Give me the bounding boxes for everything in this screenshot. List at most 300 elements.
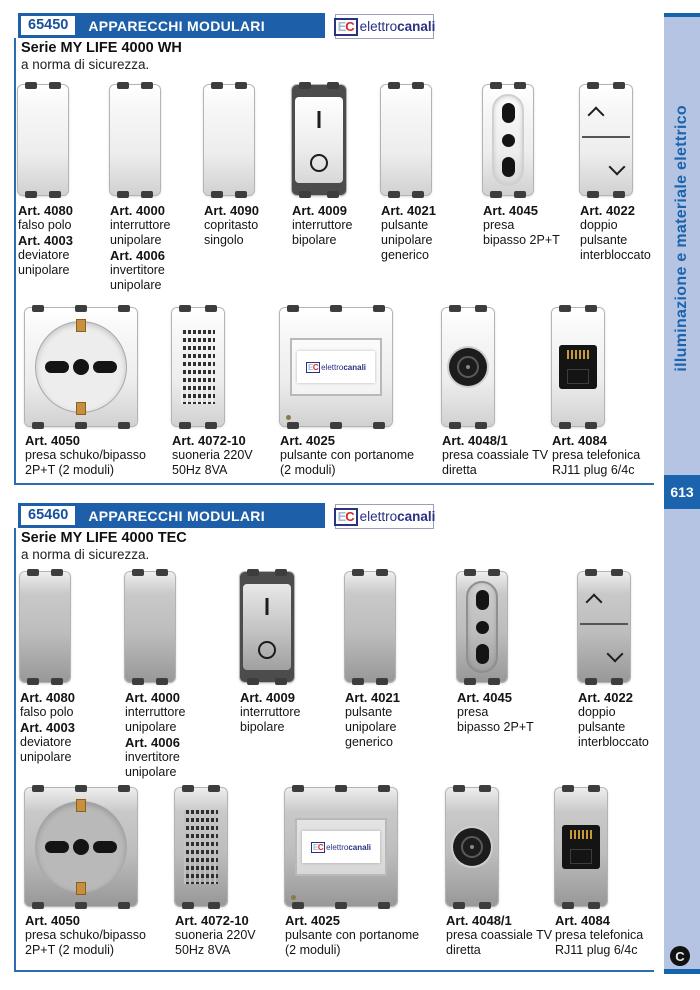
rj11-pin xyxy=(586,830,588,839)
mounting-clips xyxy=(464,678,500,685)
product-label-line: Art. 4084 xyxy=(555,913,610,928)
rj11-pin xyxy=(590,830,592,839)
mounting-clips xyxy=(179,305,217,312)
product-label xyxy=(25,913,175,958)
product-label-line: Art. 4084 xyxy=(552,433,607,448)
clip-icon xyxy=(587,82,599,89)
product-label-line: Art. 4080 xyxy=(20,690,75,705)
socket-hole-icon xyxy=(45,841,69,853)
clip-icon xyxy=(453,785,465,792)
product-label-line: pulsante xyxy=(381,218,429,232)
mounting-clips xyxy=(490,82,526,89)
product-label-line: Art. 4090 xyxy=(204,203,259,218)
product-label-line: deviatore xyxy=(20,735,72,749)
clip-icon xyxy=(488,569,500,576)
product-label-line: Art. 4048/1 xyxy=(442,433,508,448)
product-label-line: Art. 4022 xyxy=(580,203,635,218)
sidebar-bottom-rule xyxy=(664,969,700,974)
clip-icon xyxy=(179,305,191,312)
product-label-line: bipolare xyxy=(292,233,337,247)
clip-icon xyxy=(412,82,424,89)
clip-icon xyxy=(299,82,311,89)
vent-grid-icon xyxy=(184,810,218,884)
mounting-clips xyxy=(352,678,388,685)
product-label-line: unipolare xyxy=(18,263,70,277)
clip-icon xyxy=(117,82,129,89)
rj11-pin xyxy=(567,350,569,359)
product-label-line: 50Hz 8VA xyxy=(175,943,231,957)
clip-icon xyxy=(449,305,461,312)
product-image-4048-1 xyxy=(446,788,498,906)
product-label-line: deviatore xyxy=(18,248,70,262)
mounting-clips xyxy=(559,422,597,429)
nameplate-label xyxy=(302,831,380,863)
logo-text-canali: canali xyxy=(348,842,372,852)
product-image-4080 xyxy=(20,572,70,682)
clip-icon xyxy=(118,422,130,429)
product-label-line: invertitore xyxy=(110,263,165,277)
mounting-clips xyxy=(27,678,63,685)
product-label-line: interruttore xyxy=(292,218,353,232)
product-label-line: Art. 4045 xyxy=(483,203,538,218)
tv-coax-pin xyxy=(470,845,474,849)
clip-icon xyxy=(25,191,37,198)
tv-coax-icon xyxy=(449,348,487,386)
product-label-line: (2 moduli) xyxy=(280,463,336,477)
product-label-line: unipolare xyxy=(110,278,162,292)
clip-icon xyxy=(287,305,299,312)
mounting-clips xyxy=(585,569,623,576)
product-label-line: RJ11 plug 6/4c xyxy=(552,463,635,477)
section-code: 65460 xyxy=(21,506,75,525)
product-label-line: pulsante xyxy=(345,705,393,719)
socket-hole-icon xyxy=(476,644,489,664)
product-label-line: doppio xyxy=(580,218,618,232)
clip-icon xyxy=(453,902,465,909)
chevron-up-icon xyxy=(588,107,605,124)
product-label-line: Art. 4045 xyxy=(457,690,512,705)
clip-icon xyxy=(275,678,287,685)
rocker-button xyxy=(243,584,291,670)
clip-icon xyxy=(32,785,44,792)
product-image-4045 xyxy=(457,572,507,682)
mounting-clips xyxy=(464,569,500,576)
product-image-4021 xyxy=(345,572,395,682)
clip-icon xyxy=(587,191,599,198)
clip-icon xyxy=(49,82,61,89)
clip-icon xyxy=(559,305,571,312)
nameplate-window xyxy=(295,818,387,876)
clip-icon xyxy=(132,678,144,685)
product-label-line: presa schuko/bipasso xyxy=(25,928,146,942)
logo-text-canali: canali xyxy=(343,362,367,372)
mounting-clips xyxy=(211,191,247,198)
clip-icon xyxy=(588,902,600,909)
logo-text-elettro: elettro xyxy=(321,362,344,372)
rj11-pin xyxy=(583,350,585,359)
mounting-clips xyxy=(292,902,390,909)
product-label-line: unipolare xyxy=(20,750,72,764)
clip-icon xyxy=(118,902,130,909)
socket-hole-icon xyxy=(502,157,515,177)
clip-icon xyxy=(211,191,223,198)
product-image-4080 xyxy=(18,85,68,195)
mounting-clips xyxy=(25,82,61,89)
product-label-line: interruttore xyxy=(125,705,186,719)
mounting-clips xyxy=(449,305,487,312)
mounting-clips xyxy=(32,422,130,429)
product-label-line: pulsante xyxy=(578,720,626,734)
clip-icon xyxy=(327,82,339,89)
product-label-line: pulsante xyxy=(580,233,628,247)
product-label-line: RJ11 plug 6/4c xyxy=(555,943,638,957)
socket-hole-icon xyxy=(73,839,89,855)
product-label-line: diretta xyxy=(446,943,481,957)
earth-clip-icon xyxy=(76,319,86,332)
tv-coax-icon xyxy=(453,828,491,866)
clip-icon xyxy=(205,305,217,312)
product-image-4009 xyxy=(292,85,346,195)
clip-icon xyxy=(613,82,625,89)
socket-face xyxy=(466,581,498,673)
clip-icon xyxy=(25,82,37,89)
vent-grid-icon xyxy=(181,330,215,404)
logo-letter-c: C xyxy=(345,508,354,524)
product-image-4022 xyxy=(578,572,630,682)
rj11-slot xyxy=(570,849,592,864)
rocker-button xyxy=(295,97,343,183)
chevron-down-icon xyxy=(608,159,625,176)
mounting-clips xyxy=(352,569,388,576)
rj11-pin xyxy=(575,350,577,359)
elettrocanali-logo xyxy=(306,362,366,373)
rj11-pin xyxy=(570,830,572,839)
product-label-line: (2 moduli) xyxy=(285,943,341,957)
power-off-icon xyxy=(258,641,276,659)
product-image-4022 xyxy=(580,85,632,195)
schuko-socket-face xyxy=(36,322,126,412)
clip-icon xyxy=(141,82,153,89)
product-label-line: Art. 4003 xyxy=(18,233,73,248)
clip-icon xyxy=(373,422,385,429)
clip-icon xyxy=(559,422,571,429)
product-image-4050 xyxy=(25,788,137,906)
mounting-clips xyxy=(388,191,424,198)
product-label-line: generico xyxy=(345,735,393,749)
socket-hole-icon xyxy=(476,590,489,610)
mounting-clips xyxy=(32,902,130,909)
mounting-clips xyxy=(287,422,385,429)
ec-emblem-icon xyxy=(334,508,358,526)
clip-icon xyxy=(51,569,63,576)
section-title: APPARECCHI MODULARI xyxy=(88,17,265,34)
product-label-line: unipolare xyxy=(381,233,433,247)
product-label-line: falso polo xyxy=(18,218,72,232)
product-label-line: 2P+T (2 moduli) xyxy=(25,943,115,957)
product-label-line: pulsante con portanome xyxy=(285,928,420,942)
clip-icon xyxy=(75,422,87,429)
mounting-clips xyxy=(562,785,600,792)
mounting-clips xyxy=(453,785,491,792)
product-label-line: suoneria 220V xyxy=(172,448,253,462)
clip-icon xyxy=(179,422,191,429)
section-code: 65450 xyxy=(21,16,75,35)
logo-letter-c: C xyxy=(345,18,354,34)
tv-coax-pin xyxy=(466,365,470,369)
product-image-4045 xyxy=(483,85,533,195)
socket-hole-icon xyxy=(93,361,117,373)
socket-hole-icon xyxy=(502,134,515,147)
product-label xyxy=(285,913,435,958)
product-label-line: suoneria 220V xyxy=(175,928,256,942)
clip-icon xyxy=(208,902,220,909)
product-image-4025 xyxy=(280,308,392,426)
product-label-line: Art. 4009 xyxy=(292,203,347,218)
clip-icon xyxy=(479,902,491,909)
clip-icon xyxy=(449,422,461,429)
elettrocanali-logo xyxy=(311,842,371,853)
product-image-4021 xyxy=(381,85,431,195)
section-header-bottom xyxy=(18,503,325,528)
clip-icon xyxy=(490,191,502,198)
mounting-clips xyxy=(27,569,63,576)
screw-icon xyxy=(286,415,291,420)
product-label-line: singolo xyxy=(204,233,244,247)
logo-letter-e: E xyxy=(307,362,313,372)
clip-icon xyxy=(388,191,400,198)
product-label-line: doppio xyxy=(578,705,616,719)
clip-icon xyxy=(299,191,311,198)
logo-text-elettro: elettro xyxy=(326,842,349,852)
product-label-line: interbloccato xyxy=(580,248,651,262)
product-label-line: Art. 4000 xyxy=(125,690,180,705)
product-label-line: presa telefonica xyxy=(555,928,644,942)
product-label-line: bipolare xyxy=(240,720,285,734)
rj11-pin xyxy=(587,350,589,359)
mounting-clips xyxy=(182,902,220,909)
logo-letter-e: E xyxy=(312,842,318,852)
nameplate-window xyxy=(290,338,382,396)
button-divider xyxy=(582,136,630,138)
clip-icon xyxy=(156,678,168,685)
product-label-line: interbloccato xyxy=(578,735,649,749)
product-label-line: presa xyxy=(457,705,489,719)
clip-icon xyxy=(514,82,526,89)
product-label-line: Art. 4009 xyxy=(240,690,295,705)
rj11-pin xyxy=(579,350,581,359)
mounting-clips xyxy=(179,422,217,429)
clip-icon xyxy=(376,678,388,685)
clip-icon xyxy=(132,569,144,576)
clip-icon xyxy=(514,191,526,198)
elettrocanali-logo xyxy=(335,14,434,39)
sidebar-top-rule xyxy=(664,13,700,17)
product-image-4072-10 xyxy=(172,308,224,426)
product-image-4050 xyxy=(25,308,137,426)
clip-icon xyxy=(118,305,130,312)
mounting-clips xyxy=(182,785,220,792)
product-image-4090 xyxy=(204,85,254,195)
mounting-clips xyxy=(117,82,153,89)
mounting-clips xyxy=(587,82,625,89)
product-cell-4025 xyxy=(285,788,435,958)
product-image-4072-10 xyxy=(175,788,227,906)
product-label-line: unipolare xyxy=(125,720,177,734)
product-label-line: Art. 4072-10 xyxy=(172,433,246,448)
rj11-jack-icon xyxy=(559,345,597,389)
earth-clip-icon xyxy=(76,882,86,895)
clip-icon xyxy=(475,422,487,429)
clip-icon xyxy=(611,569,623,576)
clip-icon xyxy=(208,785,220,792)
product-label-line: invertitore xyxy=(125,750,180,764)
mounting-clips xyxy=(247,678,287,685)
series-title: Serie MY LIFE 4000 TEC xyxy=(21,530,187,546)
mounting-clips xyxy=(587,191,625,198)
chevron-down-icon xyxy=(606,646,623,663)
section-title: APPARECCHI MODULARI xyxy=(88,507,265,524)
screw-icon xyxy=(291,895,296,900)
clip-icon xyxy=(235,82,247,89)
clip-icon xyxy=(352,569,364,576)
clip-icon xyxy=(247,678,259,685)
elettrocanali-logo xyxy=(335,504,434,529)
clip-icon xyxy=(117,191,129,198)
product-label-line: Art. 4006 xyxy=(125,735,180,750)
clip-icon xyxy=(475,305,487,312)
clip-icon xyxy=(247,569,259,576)
mounting-clips xyxy=(132,569,168,576)
product-image-4084 xyxy=(555,788,607,906)
product-cell-4050 xyxy=(25,788,175,958)
clip-icon xyxy=(412,191,424,198)
clip-icon xyxy=(588,785,600,792)
socket-face xyxy=(492,94,524,186)
clip-icon xyxy=(479,785,491,792)
clip-icon xyxy=(235,191,247,198)
clip-icon xyxy=(205,422,217,429)
clip-icon xyxy=(287,422,299,429)
logo-text-canali: canali xyxy=(397,19,436,34)
product-cell-4025 xyxy=(280,308,430,478)
mounting-clips xyxy=(211,82,247,89)
clip-icon xyxy=(182,785,194,792)
clip-icon xyxy=(27,678,39,685)
mounting-clips xyxy=(287,305,385,312)
ec-emblem-icon xyxy=(311,842,325,853)
product-label-line: Art. 4050 xyxy=(25,913,80,928)
clip-icon xyxy=(488,678,500,685)
mounting-clips xyxy=(117,191,153,198)
product-label xyxy=(25,433,175,478)
clip-icon xyxy=(156,569,168,576)
clip-icon xyxy=(585,678,597,685)
socket-hole-icon xyxy=(476,621,489,634)
socket-hole-icon xyxy=(45,361,69,373)
clip-icon xyxy=(182,902,194,909)
logo-text-canali: canali xyxy=(397,509,436,524)
clip-icon xyxy=(292,902,304,909)
product-label-line: presa coassiale TV xyxy=(442,448,549,462)
ec-emblem-icon xyxy=(334,18,358,36)
rj11-slot xyxy=(567,369,589,384)
clip-icon xyxy=(330,422,342,429)
clip-icon xyxy=(49,191,61,198)
clip-icon xyxy=(75,902,87,909)
mounting-clips xyxy=(299,82,339,89)
clip-icon xyxy=(613,191,625,198)
rj11-pin xyxy=(578,830,580,839)
clip-icon xyxy=(585,305,597,312)
socket-hole-icon xyxy=(502,103,515,123)
power-off-icon xyxy=(310,154,328,172)
product-label-line: Art. 4022 xyxy=(578,690,633,705)
product-label-line: Art. 4050 xyxy=(25,433,80,448)
nameplate-label xyxy=(297,351,375,383)
product-label-line: unipolare xyxy=(110,233,162,247)
product-image-4084 xyxy=(552,308,604,426)
mounting-clips xyxy=(299,191,339,198)
clip-icon xyxy=(51,678,63,685)
product-label-line: Art. 4048/1 xyxy=(446,913,512,928)
mounting-clips xyxy=(559,305,597,312)
product-label-line: Art. 4006 xyxy=(110,248,165,263)
product-image-4009 xyxy=(240,572,294,682)
clip-icon xyxy=(32,902,44,909)
series-subtitle: a norma di sicurezza. xyxy=(21,57,150,72)
series-subtitle: a norma di sicurezza. xyxy=(21,547,150,562)
clip-icon xyxy=(335,785,347,792)
clip-icon xyxy=(32,305,44,312)
clip-icon xyxy=(490,82,502,89)
product-label-line: Art. 4021 xyxy=(381,203,436,218)
rj11-pin xyxy=(574,830,576,839)
mounting-clips xyxy=(490,191,526,198)
clip-icon xyxy=(464,678,476,685)
rj11-pins xyxy=(570,830,592,839)
clip-icon xyxy=(141,191,153,198)
mounting-clips xyxy=(247,569,287,576)
product-label-line: Art. 4000 xyxy=(110,203,165,218)
clip-icon xyxy=(388,82,400,89)
product-label-line: Art. 4080 xyxy=(18,203,73,218)
product-label-line: diretta xyxy=(442,463,477,477)
category-sidebar xyxy=(664,13,700,974)
clip-icon xyxy=(75,785,87,792)
product-label-line: unipolare xyxy=(345,720,397,734)
product-label-line: interruttore xyxy=(110,218,171,232)
clip-icon xyxy=(378,785,390,792)
mounting-clips xyxy=(449,422,487,429)
mounting-clips xyxy=(388,82,424,89)
clip-icon xyxy=(330,305,342,312)
product-image-4048-1 xyxy=(442,308,494,426)
product-label-line: Art. 4003 xyxy=(20,720,75,735)
clip-icon xyxy=(373,305,385,312)
product-label-line: presa schuko/bipasso xyxy=(25,448,146,462)
logo-text-elettro: elettro xyxy=(359,509,398,524)
product-image-4025 xyxy=(285,788,397,906)
button-divider xyxy=(580,623,628,625)
mounting-clips xyxy=(585,678,623,685)
product-label-line: presa telefonica xyxy=(552,448,641,462)
clip-icon xyxy=(75,305,87,312)
mounting-clips xyxy=(453,902,491,909)
clip-icon xyxy=(292,785,304,792)
power-on-icon xyxy=(266,598,269,615)
clip-icon xyxy=(211,82,223,89)
mounting-clips xyxy=(25,191,61,198)
